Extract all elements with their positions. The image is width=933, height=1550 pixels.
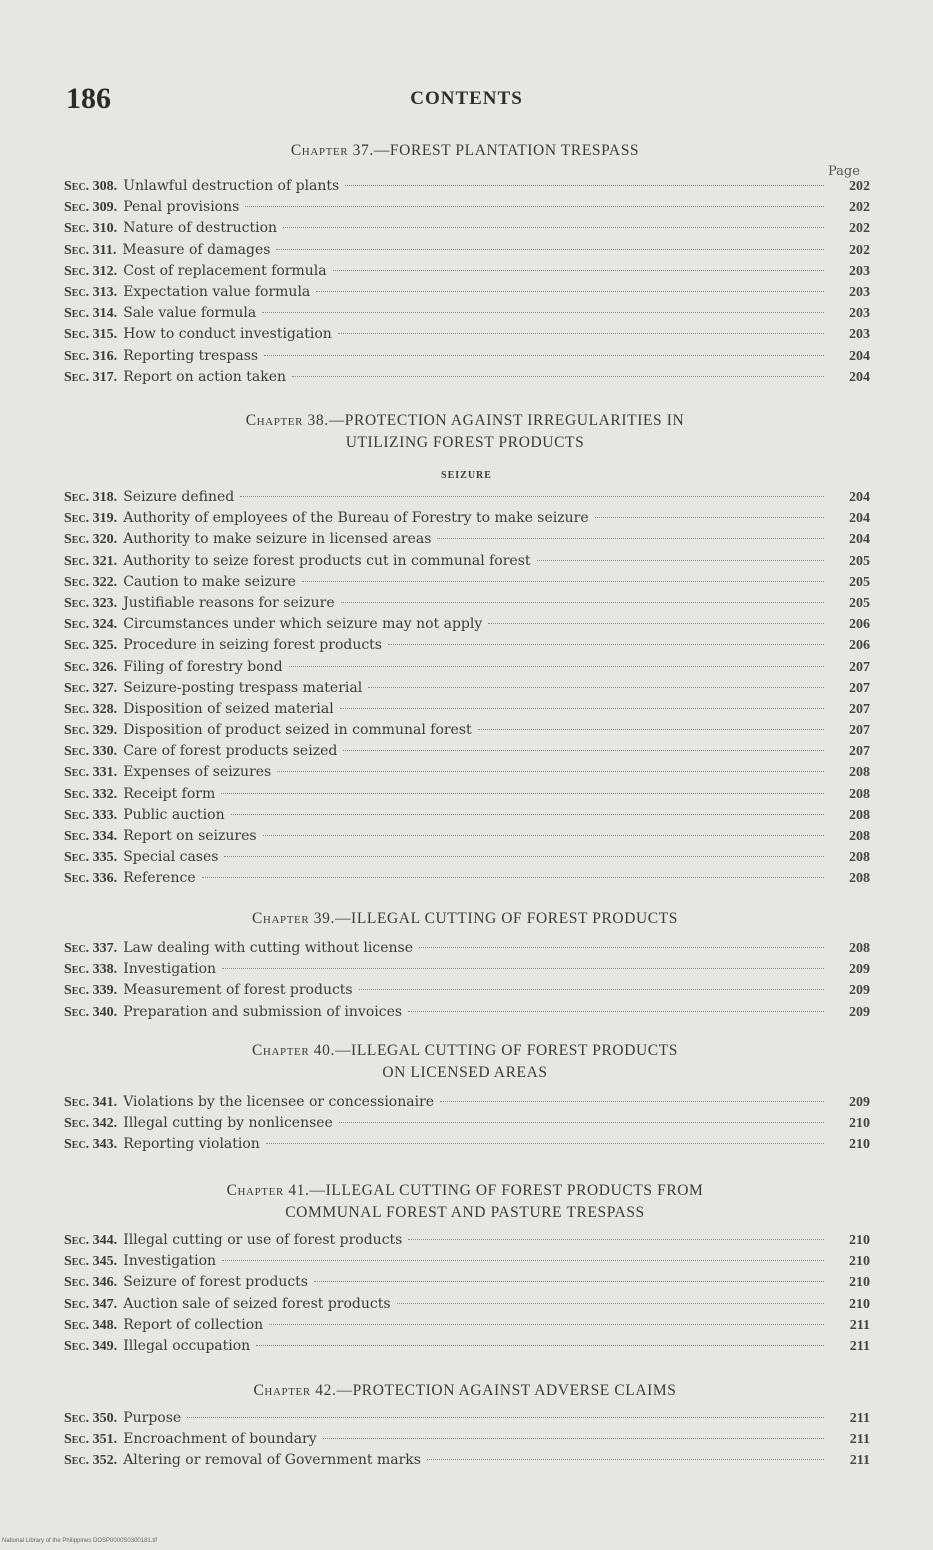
page-ref: 210 [849,1275,870,1291]
section-number: Sec. 313. [64,284,118,300]
chapter-title-line: UTILIZING FOREST PRODUCTS [345,434,585,451]
section-title: Auction sale of seized forest products [123,1295,391,1312]
section-title: Care of forest products seized [123,743,338,760]
dot-leader [419,947,824,948]
chapter-37-entries [64,178,870,390]
toc-entry [64,1317,870,1338]
section-title: Investigation [123,961,217,978]
chapter-title-line: COMMUNAL FOREST AND PASTURE TRESPASS [285,1204,645,1221]
section-number: Sec. 341. [64,1095,118,1110]
section-number: Sec. 352. [64,1453,118,1469]
section-title: Measure of damages [122,241,271,258]
page-ref: 205 [849,595,870,611]
section-number: Sec. 333. [64,807,118,823]
chapter-lead: Chapter 42. [253,1382,337,1399]
dot-leader [314,1281,824,1282]
section-title: Reporting violation [123,1136,260,1153]
chapter-38-entries [64,489,870,892]
dot-leader [368,687,824,688]
chapter-lead: Chapter 39. [251,910,335,927]
section-number: Sec. 343. [64,1137,118,1153]
section-number: Sec. 342. [64,1116,118,1132]
chapter-38-heading [60,410,870,454]
toc-entry [64,1232,870,1253]
page-ref: 203 [849,327,870,343]
section-title: Disposition of seized material [123,700,334,717]
page-ref: 211 [849,1338,870,1354]
toc-entry [64,1115,870,1136]
page-ref: 207 [849,723,870,739]
section-number: Sec. 337. [64,941,118,956]
page-ref: 208 [849,850,870,866]
dot-leader [221,793,824,794]
section-title: Preparation and submission of invoices [123,1003,403,1020]
dot-leader [263,835,824,836]
toc-entry [64,786,870,807]
section-number: Sec. 329. [64,723,118,739]
section-number: Sec. 319. [64,511,118,527]
toc-entry [64,489,870,510]
chapter-title-line: —ILLEGAL CUTTING OF FOREST PRODUCTS [334,910,679,927]
dot-leader [345,185,824,186]
chapter-42-entries [64,1410,870,1474]
toc-entry [64,743,870,764]
page-ref: 206 [849,617,870,633]
toc-entry [64,870,870,891]
running-head: CONTENTS [410,88,523,109]
section-title: Seizure defined [123,489,235,505]
page-ref: 205 [849,574,870,590]
toc-entry [64,199,870,220]
chapter-title-line: —PROTECTION AGAINST IRREGULARITIES IN [328,412,685,429]
section-title: Procedure in seizing forest products [123,637,382,654]
section-number: Sec. 322. [64,574,118,590]
section-number: Sec. 336. [64,871,118,887]
dot-leader [340,708,824,709]
chapter-39-heading [60,908,870,930]
section-title: Expectation value formula [123,283,311,300]
toc-entry [64,982,870,1003]
section-title: How to conduct investigation [123,326,332,343]
section-number: Sec. 323. [64,595,118,611]
section-number: Sec. 345. [64,1254,118,1270]
dot-leader [339,1122,824,1123]
toc-entry [64,305,870,326]
page-ref: 203 [849,306,870,322]
section-title: Circumstances under which seizure may not apply [123,616,483,633]
section-title: Violations by the licensee or concessionaire [123,1094,435,1110]
toc-entry [64,242,870,263]
toc-entry [64,1452,870,1473]
page-ref: 208 [849,786,870,802]
section-number: Sec. 335. [64,850,118,866]
page-ref: 202 [849,200,870,216]
page-ref: 209 [849,1095,870,1110]
page-ref: 211 [849,1317,870,1333]
section-number: Sec. 308. [64,179,118,194]
toc-entry [64,659,870,680]
page-ref: 207 [849,659,870,675]
page-ref: 209 [849,983,870,999]
toc-entry [64,1274,870,1295]
page-ref: 203 [849,263,870,279]
page-ref: 203 [849,284,870,300]
page-ref: 206 [849,638,870,654]
chapter-title-line: ON LICENSED AREAS [382,1064,548,1081]
dot-leader [537,560,824,561]
page-column-label: Page [828,164,860,179]
dot-leader [222,1260,824,1261]
section-title: Penal provisions [123,199,240,216]
page-ref: 208 [849,871,870,887]
section-title: Reference [123,870,196,887]
section-title: Illegal cutting by nonlicensee [123,1115,333,1132]
scan-footer: National Library of the Philippines DOSP0000S0300181.tif [2,1538,158,1544]
dot-leader [338,333,824,334]
page-ref: 207 [849,744,870,760]
toc-entry [64,178,870,199]
page-ref: 211 [849,1411,870,1426]
toc-entry [64,595,870,616]
section-title: Law dealing with cutting without license [123,940,414,956]
section-number: Sec. 344. [64,1233,118,1248]
section-number: Sec. 315. [64,327,118,343]
toc-entry [64,701,870,722]
dot-leader [302,581,824,582]
toc-entry [64,1338,870,1359]
section-title: Reporting trespass [123,347,259,364]
page-ref: 209 [849,962,870,978]
chapter-lead: Chapter 38. [245,412,329,429]
page-ref: 208 [849,829,870,844]
chapter-42-heading [60,1380,870,1402]
page-ref: 210 [849,1137,870,1153]
toc-entry [64,1136,870,1157]
toc-entry [64,807,870,828]
toc-entry [64,531,870,552]
section-number: Sec. 318. [64,490,118,505]
dot-leader [437,538,824,539]
dot-leader [359,989,824,990]
page-ref: 208 [849,807,870,823]
page-ref: 205 [849,553,870,569]
section-title: Caution to make seizure [123,573,296,590]
page-ref: 210 [849,1296,870,1312]
section-number: Sec. 321. [64,553,118,569]
dot-leader [289,666,824,667]
section-number: Sec. 348. [64,1317,118,1333]
page-ref: 202 [849,242,870,258]
dot-leader [269,1324,824,1325]
chapter-37-heading [60,140,870,162]
section-title: Investigation [123,1253,217,1270]
section-title: Measurement of forest products [123,982,353,999]
dot-leader [440,1101,824,1102]
toc-entry [64,1004,870,1025]
section-title: Seizure of forest products [123,1274,308,1291]
section-number: Sec. 320. [64,532,118,548]
chapter-title-line: —PROTECTION AGAINST ADVERSE CLAIMS [336,1382,677,1399]
toc-entry [64,263,870,284]
section-number: Sec. 351. [64,1432,118,1448]
section-title: Seizure-posting trespass material [123,679,363,696]
section-number: Sec. 350. [64,1411,118,1426]
dot-leader [262,312,824,313]
section-number: Sec. 316. [64,348,118,364]
toc-entry [64,764,870,785]
toc-entry [64,616,870,637]
chapter-title-line: —FOREST PLANTATION TRESPASS [373,142,640,159]
section-number: Sec. 326. [64,659,118,675]
toc-entry [64,1253,870,1274]
toc-entry [64,369,870,390]
dot-leader [202,877,824,878]
dot-leader [222,968,824,969]
section-number: Sec. 314. [64,306,118,322]
section-title: Special cases [123,849,219,866]
dot-leader [231,814,824,815]
section-title: Illegal occupation [123,1337,251,1354]
dot-leader [316,291,824,292]
section-number: Sec. 328. [64,701,118,717]
toc-entry [64,1431,870,1452]
dot-leader [408,1239,824,1240]
toc-entry [64,574,870,595]
section-number: Sec. 340. [64,1004,118,1020]
section-number: Sec. 349. [64,1338,118,1354]
page-ref: 207 [849,680,870,696]
page-ref: 207 [849,701,870,717]
dot-leader [264,355,824,356]
toc-entry [64,828,870,849]
dot-leader [245,206,824,207]
page-ref: 204 [849,532,870,548]
page-ref: 204 [849,511,870,527]
chapter-41-heading [60,1180,870,1224]
toc-entry [64,284,870,305]
dot-leader [343,750,824,751]
page-ref: 211 [849,1432,870,1448]
section-title: Report of collection [123,1316,264,1333]
section-title: Unlawful destruction of plants [123,178,340,194]
section-title: Sale value formula [123,305,257,322]
section-number: Sec. 310. [64,221,118,237]
chapter-lead: Chapter 40. [251,1042,335,1059]
dot-leader [266,1143,824,1144]
toc-entry [64,348,870,369]
section-title: Filing of forestry bond [123,658,283,675]
toc-entry [64,722,870,743]
section-number: Sec. 327. [64,680,118,696]
page-ref: 210 [849,1254,870,1270]
toc-entry [64,680,870,701]
section-number: Sec. 309. [64,200,118,216]
section-number: Sec. 312. [64,263,118,279]
section-title: Disposition of product seized in communal forest [123,722,472,739]
dot-leader [256,1345,824,1346]
toc-entry [64,326,870,347]
page-ref: 202 [849,221,870,237]
dot-leader [397,1303,824,1304]
section-number: Sec. 311. [64,242,117,258]
dot-leader [388,644,824,645]
section-subhead: SEIZURE [441,470,492,481]
dot-leader [595,517,824,518]
dot-leader [323,1438,824,1439]
page-ref: 204 [849,369,870,385]
section-title: Expenses of seizures [123,764,272,781]
page-ref: 210 [849,1233,870,1248]
section-title: Justifiable reasons for seizure [123,594,335,611]
dot-leader [408,1011,824,1012]
section-number: Sec. 347. [64,1296,118,1312]
section-title: Public auction [123,806,225,823]
chapter-41-entries [64,1232,870,1359]
dot-leader [341,602,824,603]
section-title: Report on action taken [123,368,287,385]
dot-leader [427,1459,824,1460]
page-ref: 208 [849,765,870,781]
section-title: Authority to make seizure in licensed areas [123,531,432,548]
page-ref: 208 [849,941,870,956]
section-title: Authority to seize forest products cut in communal forest [123,552,531,569]
dot-leader [333,270,824,271]
dot-leader [240,496,824,497]
page-ref: 202 [849,179,870,194]
page-ref: 204 [849,490,870,505]
section-number: Sec. 317. [64,369,118,385]
toc-entry [64,553,870,574]
section-number: Sec. 332. [64,786,118,802]
section-title: Purpose [123,1410,182,1426]
chapter-39-entries [64,940,870,1025]
section-title: Report on seizures [123,828,257,844]
toc-entry [64,1094,870,1115]
section-number: Sec. 331. [64,765,118,781]
toc-entry [64,1410,870,1431]
toc-entry [64,220,870,241]
chapter-lead: Chapter 41. [226,1182,310,1199]
toc-entry [64,510,870,531]
dot-leader [283,227,824,228]
page-ref: 211 [849,1453,870,1469]
section-title: Illegal cutting or use of forest products [123,1232,403,1248]
toc-entry [64,961,870,982]
page-number: 186 [66,82,111,115]
section-number: Sec. 346. [64,1275,118,1291]
dot-leader [488,623,824,624]
section-number: Sec. 325. [64,638,118,654]
dot-leader [276,249,824,250]
toc-entry [64,940,870,961]
dot-leader [224,856,824,857]
page-ref: 210 [849,1116,870,1132]
dot-leader [292,376,824,377]
page-ref: 209 [849,1004,870,1020]
page-ref: 204 [849,348,870,364]
section-title: Authority of employees of the Bureau of Forestry to make seizure [123,510,589,527]
toc-entry [64,637,870,658]
chapter-title-line: —ILLEGAL CUTTING OF FOREST PRODUCTS FROM [309,1182,704,1199]
chapter-title-line: —ILLEGAL CUTTING OF FOREST PRODUCTS [334,1042,679,1059]
section-title: Receipt form [123,785,216,802]
dot-leader [478,729,824,730]
toc-entry [64,1296,870,1317]
section-number: Sec. 334. [64,829,118,844]
section-number: Sec. 324. [64,617,118,633]
chapter-lead: Chapter 37. [290,142,374,159]
section-title: Encroachment of boundary [123,1431,317,1448]
section-title: Altering or removal of Government marks [123,1452,421,1469]
dot-leader [187,1417,824,1418]
toc-entry [64,849,870,870]
section-number: Sec. 338. [64,962,118,978]
section-title: Nature of destruction [123,220,278,237]
section-title: Cost of replacement formula [123,262,327,279]
chapter-40-entries [64,1094,870,1158]
section-number: Sec. 330. [64,744,118,760]
dot-leader [277,771,824,772]
chapter-40-heading [60,1040,870,1084]
section-number: Sec. 339. [64,983,118,999]
